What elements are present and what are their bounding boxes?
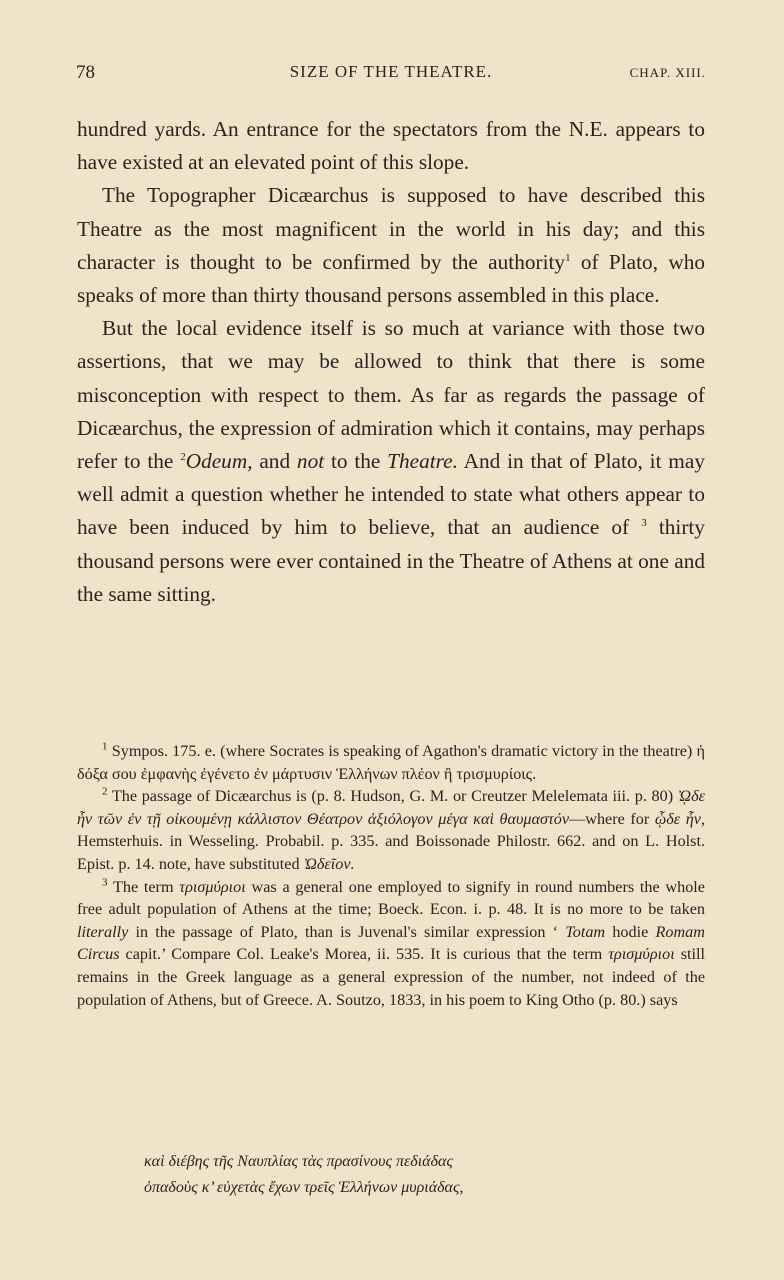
footnote-ref-3: 3 [641,517,647,530]
footnote-ref-1: 1 [565,251,571,264]
footnotes [77,740,705,1011]
footnote-2: $^2$ The passage of Dicæarchus is (p. 8. Hudson, G. M. or Creutzer Melelemata iii. p. 80) ᾨδε ἦν τῶν ἐν τῇ οἰκουμένῃ κάλλιστον Θέατρον ἀξιόλογον μέγα καὶ θαυμαστόν—where for ᾧδε ἦν, Hemsterhuis. in Wesseling. Probabil. p. 335. and Boissonade Philostr. 662. and on L. Holst. Epist. p. 14. note, have substituted Ὠδεῖον. [77,785,706,873]
running-title: SIZE OF THE THEATRE. [289,62,493,81]
greek-verse [144,1149,463,1201]
footnote-ref-2: 2 [180,450,186,463]
paragraph-2: The Topographer Dicæarchus is supposed to have described this Theatre as the most magnificent in the world in his day; and this character is thought to be confirmed by the authority$^1$ of Plato, who speaks of more than thirty thousand persons assembled in this place. [77,183,705,308]
paragraph-3: But the local evidence itself is so much at variance with those two assertions, that we may be allowed to think that there is some misconception with respect to them. As far as regards the passage of Dicæarchus, the expression of admiration which it contains, may perhaps refer to the $^2$Odeum, and not to the Theatre. And in that of Plato, it may well admit a question whether he intended to state what others appear to have been induced by him to believe, that an audience of $^3$ thirty thousand persons were ever contained in the Theatre of Athens at one and the same sitting. [77,316,705,606]
verse-line-1: καὶ διέβης τῆς Ναυπλίας τὰς πρασίνους πεδιάδας [144,1153,453,1170]
chapter-label: CHAP. XIII. [629,65,706,80]
page-header [76,62,706,88]
page-number: 78 [76,62,95,83]
body-text [77,113,705,611]
verse-line-2: ὀπαδοὺς κ’ εὐχετὰς ἔχων τρεῖς Ἑλλήνων μυριάδας, [144,1179,464,1196]
footnote-1: $^1$ Sympos. 175. e. (where Socrates is speaking of Agathon's dramatic victory in the theatre) ἡ δόξα σου ἐμφανὴς ἐγένετο ἐν μάρτυσιν Ἑλλήνων πλέον ἢ τρισμυρίοις. [77,740,705,783]
footnote-3: $^3$ The term τρισμύριοι was a general one employed to signify in round numbers the whole free adult population of Athens at the time; Boeck. Econ. i. p. 48. It is no more to be taken literally in the passage of Plato, than is Juvenal's similar expression ‘ Totam hodie Romam Circus capit.’ Compare Col. Leake's Morea, ii. 535. It is curious that the term τρισμύριοι still remains in the Greek language as a general expression of the number, not indeed of the population of Athens, but of Greece. A. Soutzo, 1833, in his poem to King Otho (p. 80.) says [77,876,705,1009]
paragraph-1: hundred yards. An entrance for the spectators from the N.E. appears to have existed at an elevated point of this slope. [77,117,705,175]
